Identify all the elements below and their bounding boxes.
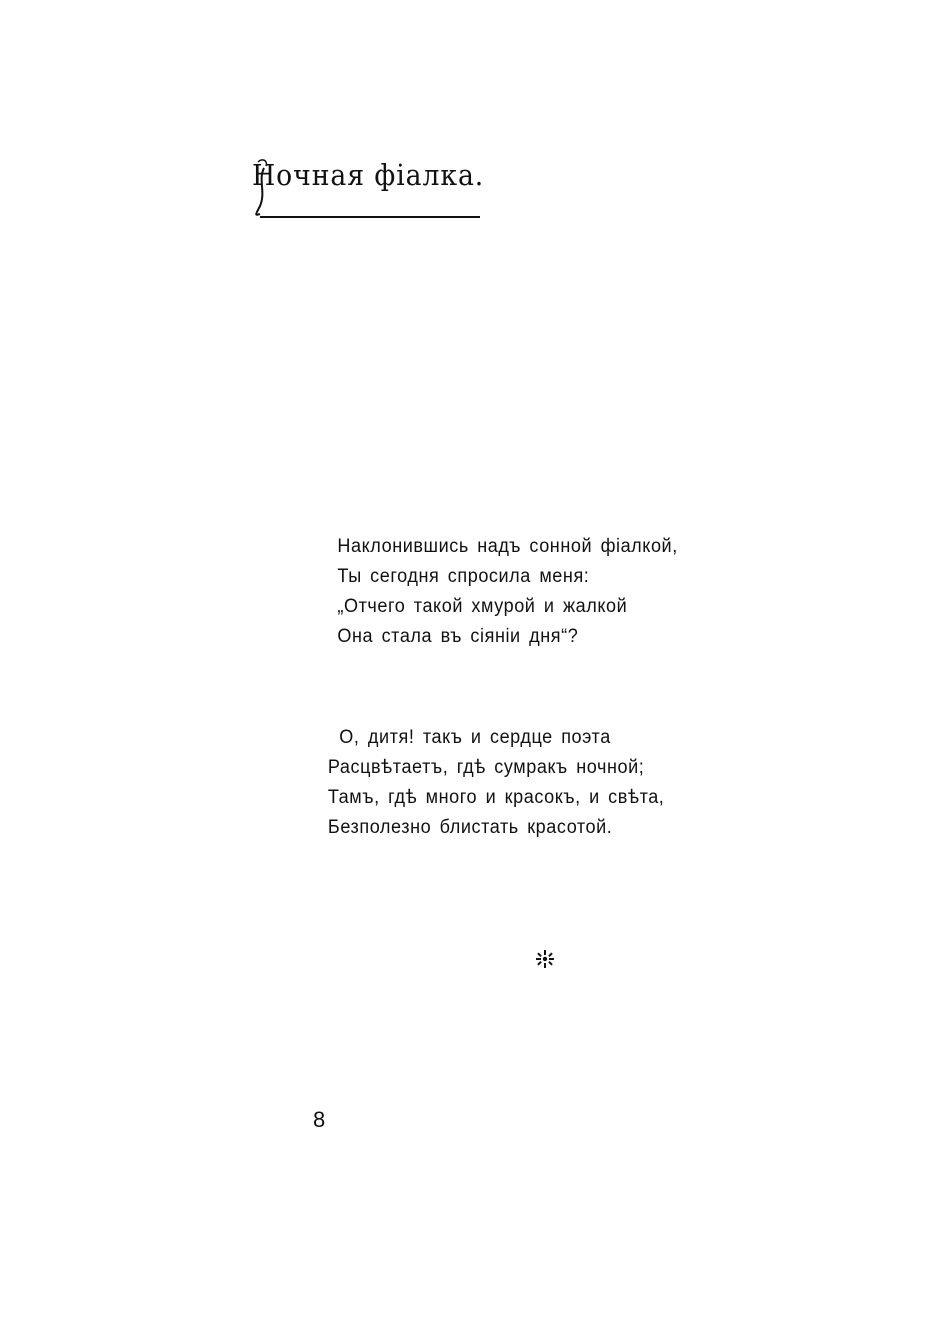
title-underline xyxy=(260,216,480,218)
verse-line: О, дитя! такъ и сердце поэта xyxy=(339,727,611,748)
page-number: 8 xyxy=(313,1107,326,1132)
poem-title-block xyxy=(252,150,485,225)
verse-line: Тамъ, гдѣ много и красокъ, и свѣта, xyxy=(327,787,665,808)
stanza-1 xyxy=(326,532,766,652)
stanza-2 xyxy=(326,723,766,843)
poem-title: Ночная фіалка. xyxy=(252,158,485,192)
verse-line: Ты сегодня спросила меня: xyxy=(337,566,590,587)
verse-line: Безполезно блистать красотой. xyxy=(327,817,613,838)
verse-line: Расцвѣтаетъ, гдѣ сумракъ ночной; xyxy=(327,757,645,778)
asterism-icon xyxy=(534,948,556,970)
verse-line: Она стала въ сіяніи дня“? xyxy=(337,626,579,647)
verse-line: „Отчего такой хмурой и жалкой xyxy=(337,596,628,617)
verse-line: Наклонившись надъ сонной фіалкой, xyxy=(337,536,678,557)
